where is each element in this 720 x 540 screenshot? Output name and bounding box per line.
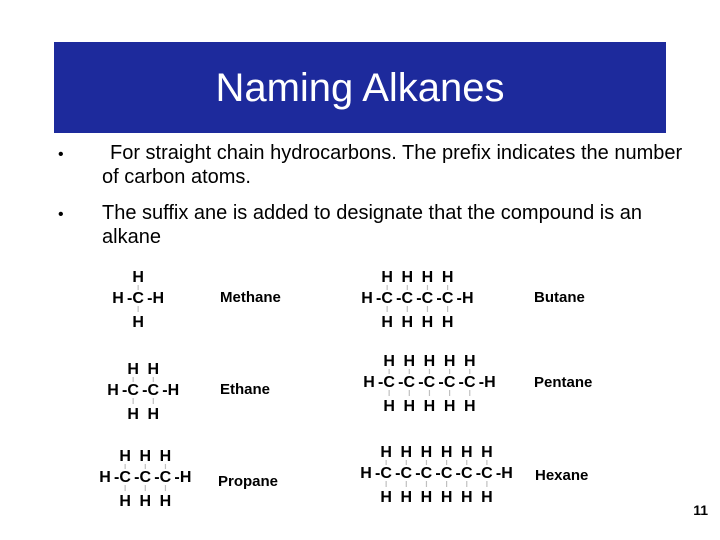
carbon-atom: C xyxy=(147,382,160,399)
hydrogen-atom: H xyxy=(383,398,395,415)
bullet-text: For straight chain hydrocarbons. The prefix indicates the number of carbon atoms. xyxy=(102,142,683,188)
hydrogen-atom: H xyxy=(147,406,160,423)
bond-dash: - xyxy=(415,465,421,482)
hydrogen-atom: H xyxy=(132,314,144,331)
carbon-atom: C xyxy=(383,374,395,391)
bond-dash: - xyxy=(374,465,381,482)
hydrogen-atom: H xyxy=(440,444,453,461)
bond-dash: - xyxy=(456,290,462,307)
bond-dash: - xyxy=(495,465,502,482)
hydrogen-atom: H xyxy=(127,406,139,423)
carbon-atom: C xyxy=(127,382,139,399)
bond-dash: - xyxy=(375,290,382,307)
bond-dash: - xyxy=(438,374,444,391)
hydrogen-atom: H xyxy=(421,314,434,331)
carbon-atom: C xyxy=(380,465,392,482)
hydrogen-atom: H xyxy=(463,398,476,415)
bond-dash: - xyxy=(147,290,153,307)
hydrogen-atom: H xyxy=(443,353,456,370)
hydrogen-atom: H xyxy=(167,382,180,399)
bond-dash: - xyxy=(134,469,140,486)
bond-dash: - xyxy=(396,290,402,307)
hydrogen-atom: H xyxy=(420,444,433,461)
hydrogen-atom: H xyxy=(139,448,152,465)
carbon-atom: C xyxy=(401,290,414,307)
alkane-name-label: Butane xyxy=(534,289,585,306)
hydrogen-atom: H xyxy=(132,269,144,286)
hydrogen-atom: H xyxy=(107,382,119,399)
hydrogen-atom: H xyxy=(401,269,414,286)
hydrogen-atom: H xyxy=(383,353,395,370)
hydrogen-atom: H xyxy=(400,444,413,461)
hydrogen-atom: H xyxy=(463,353,476,370)
hydrogen-atom: H xyxy=(119,448,131,465)
bond-dash: - xyxy=(121,382,128,399)
carbon-atom: C xyxy=(481,465,493,482)
bond-dash: - xyxy=(377,374,384,391)
hydrogen-atom: H xyxy=(112,290,124,307)
hydrogen-atom: H xyxy=(159,493,172,510)
carbon-atom: C xyxy=(423,374,436,391)
bullet-text: The suffix ane is added to designate that the compound is an alkane xyxy=(102,202,642,248)
alkane-name-label: Ethane xyxy=(220,381,271,398)
hydrogen-atom: H xyxy=(484,374,496,391)
carbon-atom: C xyxy=(159,469,172,486)
hydrogen-atom: H xyxy=(501,465,513,482)
bond-dash: - xyxy=(416,290,422,307)
bond-dash: - xyxy=(126,290,133,307)
hydrogen-atom: H xyxy=(441,269,454,286)
carbon-atom: C xyxy=(421,290,434,307)
hydrogen-atom: H xyxy=(401,314,414,331)
bond-dash: - xyxy=(398,374,404,391)
hydrogen-atom: H xyxy=(179,469,192,486)
carbon-atom: C xyxy=(400,465,413,482)
bond-dash: - xyxy=(113,469,120,486)
carbon-atom: C xyxy=(463,374,476,391)
hydrogen-atom: H xyxy=(99,469,111,486)
bond-dash: - xyxy=(162,382,168,399)
bond-dash: - xyxy=(418,374,424,391)
hydrogen-atom: H xyxy=(420,489,433,506)
carbon-atom: C xyxy=(443,374,456,391)
bullet-marker: • xyxy=(58,206,64,223)
bond-dash: - xyxy=(478,374,485,391)
hydrogen-atom: H xyxy=(139,493,152,510)
hydrogen-atom: H xyxy=(403,398,416,415)
bond-dash: - xyxy=(455,465,461,482)
carbon-atom: C xyxy=(132,290,144,307)
bullet-marker: • xyxy=(58,146,64,163)
hydrogen-atom: H xyxy=(440,489,453,506)
hydrogen-atom: H xyxy=(147,361,160,378)
bond-dash: - xyxy=(436,290,442,307)
carbon-atom: C xyxy=(460,465,473,482)
bond-dash: - xyxy=(154,469,160,486)
alkane-name-label: Pentane xyxy=(534,374,593,391)
hydrogen-atom: H xyxy=(443,398,456,415)
alkane-name-label: Methane xyxy=(220,289,281,306)
hydrogen-atom: H xyxy=(119,493,131,510)
hydrogen-atom: H xyxy=(481,444,493,461)
hydrogen-atom: H xyxy=(461,290,474,307)
hydrogen-atom: H xyxy=(360,465,372,482)
hydrogen-atom: H xyxy=(400,489,413,506)
carbon-atom: C xyxy=(119,469,131,486)
hydrogen-atom: H xyxy=(380,444,392,461)
hydrogen-atom: H xyxy=(403,353,416,370)
bond-dash: - xyxy=(435,465,441,482)
carbon-atom: C xyxy=(441,290,454,307)
carbon-atom: C xyxy=(139,469,152,486)
bond-dash: - xyxy=(475,465,482,482)
hydrogen-atom: H xyxy=(152,290,165,307)
hydrogen-atom: H xyxy=(381,314,393,331)
carbon-atom: C xyxy=(440,465,453,482)
hydrogen-atom: H xyxy=(381,269,393,286)
slide-title: Naming Alkanes xyxy=(215,66,505,110)
hydrogen-atom: H xyxy=(423,398,436,415)
alkane-name-label: Propane xyxy=(218,473,279,490)
carbon-atom: C xyxy=(420,465,433,482)
carbon-atom: C xyxy=(403,374,416,391)
hydrogen-atom: H xyxy=(441,314,454,331)
hydrogen-atom: H xyxy=(380,489,392,506)
alkane-name-label: Hexane xyxy=(535,467,589,484)
hydrogen-atom: H xyxy=(361,290,373,307)
hydrogen-atom: H xyxy=(460,489,473,506)
hydrogen-atom: H xyxy=(423,353,436,370)
hydrogen-atom: H xyxy=(363,374,375,391)
hydrogen-atom: H xyxy=(481,489,493,506)
hydrogen-atom: H xyxy=(460,444,473,461)
carbon-atom: C xyxy=(381,290,393,307)
hydrogen-atom: H xyxy=(159,448,172,465)
bond-dash: - xyxy=(395,465,401,482)
hydrogen-atom: H xyxy=(421,269,434,286)
bond-dash: - xyxy=(174,469,180,486)
hydrogen-atom: H xyxy=(127,361,139,378)
bond-dash: - xyxy=(458,374,464,391)
bond-dash: - xyxy=(142,382,148,399)
page-number: 11 xyxy=(693,502,708,518)
